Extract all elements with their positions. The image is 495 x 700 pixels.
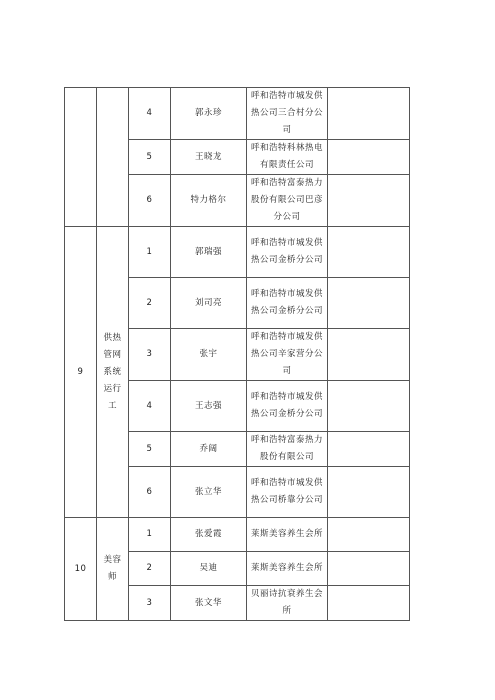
name-cell: 郭瑞强 — [171, 227, 247, 278]
group-job-cell: 美容师 — [97, 518, 129, 621]
note-cell — [328, 227, 410, 278]
name-cell: 张立华 — [171, 467, 247, 518]
seq-cell: 6 — [129, 175, 171, 227]
name-cell: 张文华 — [171, 586, 247, 621]
name-cell: 张爱霞 — [171, 518, 247, 552]
org-cell: 呼和浩特市城发供热公司金桥分公司 — [247, 278, 328, 329]
org-cell: 呼和浩特市城发供热公司辛家营分公司 — [247, 329, 328, 381]
seq-cell: 1 — [129, 518, 171, 552]
org-cell: 呼和浩特市城发供热公司金桥分公司 — [247, 381, 328, 432]
group-number-cell: 10 — [65, 518, 97, 621]
note-cell — [328, 88, 410, 140]
note-cell — [328, 467, 410, 518]
name-cell: 郭永珍 — [171, 88, 247, 140]
org-cell: 莱斯美容养生会所 — [247, 552, 328, 586]
name-cell: 吴迪 — [171, 552, 247, 586]
table-row — [65, 227, 410, 278]
note-cell — [328, 329, 410, 381]
name-cell: 王志强 — [171, 381, 247, 432]
note-cell — [328, 278, 410, 329]
seq-cell: 2 — [129, 552, 171, 586]
group-job-cell: 供热管网系统运行工 — [97, 227, 129, 518]
note-cell — [328, 432, 410, 467]
org-cell: 贝丽诗抗衰养生会所 — [247, 586, 328, 621]
org-cell: 呼和浩特市城发供热公司金桥分公司 — [247, 227, 328, 278]
name-cell: 特力格尔 — [171, 175, 247, 227]
group-job-cell — [97, 88, 129, 227]
org-cell: 呼和浩特市城发供热公司桥靠分公司 — [247, 467, 328, 518]
seq-cell: 2 — [129, 278, 171, 329]
seq-cell: 5 — [129, 432, 171, 467]
name-cell: 刘司亮 — [171, 278, 247, 329]
org-cell: 呼和浩特富泰热力股份有限公司巴彦分公司 — [247, 175, 328, 227]
org-cell: 呼和浩特科林热电有限责任公司 — [247, 140, 328, 175]
note-cell — [328, 518, 410, 552]
seq-cell: 4 — [129, 381, 171, 432]
note-cell — [328, 586, 410, 621]
group-number-cell: 9 — [65, 227, 97, 518]
name-cell: 乔阔 — [171, 432, 247, 467]
note-cell — [328, 140, 410, 175]
group-number-cell — [65, 88, 97, 227]
note-cell — [328, 552, 410, 586]
seq-cell: 3 — [129, 329, 171, 381]
table-row — [65, 518, 410, 552]
name-cell: 王晓龙 — [171, 140, 247, 175]
seq-cell: 4 — [129, 88, 171, 140]
seq-cell: 5 — [129, 140, 171, 175]
seq-cell: 6 — [129, 467, 171, 518]
note-cell — [328, 381, 410, 432]
org-cell: 呼和浩特市城发供热公司三合村分公司 — [247, 88, 328, 140]
name-cell: 张宇 — [171, 329, 247, 381]
org-cell: 呼和浩特富泰热力股份有限公司 — [247, 432, 328, 467]
org-cell: 莱斯美容养生会所 — [247, 518, 328, 552]
table-row — [65, 88, 410, 140]
seq-cell: 1 — [129, 227, 171, 278]
note-cell — [328, 175, 410, 227]
seq-cell: 3 — [129, 586, 171, 621]
roster-table — [64, 87, 410, 621]
